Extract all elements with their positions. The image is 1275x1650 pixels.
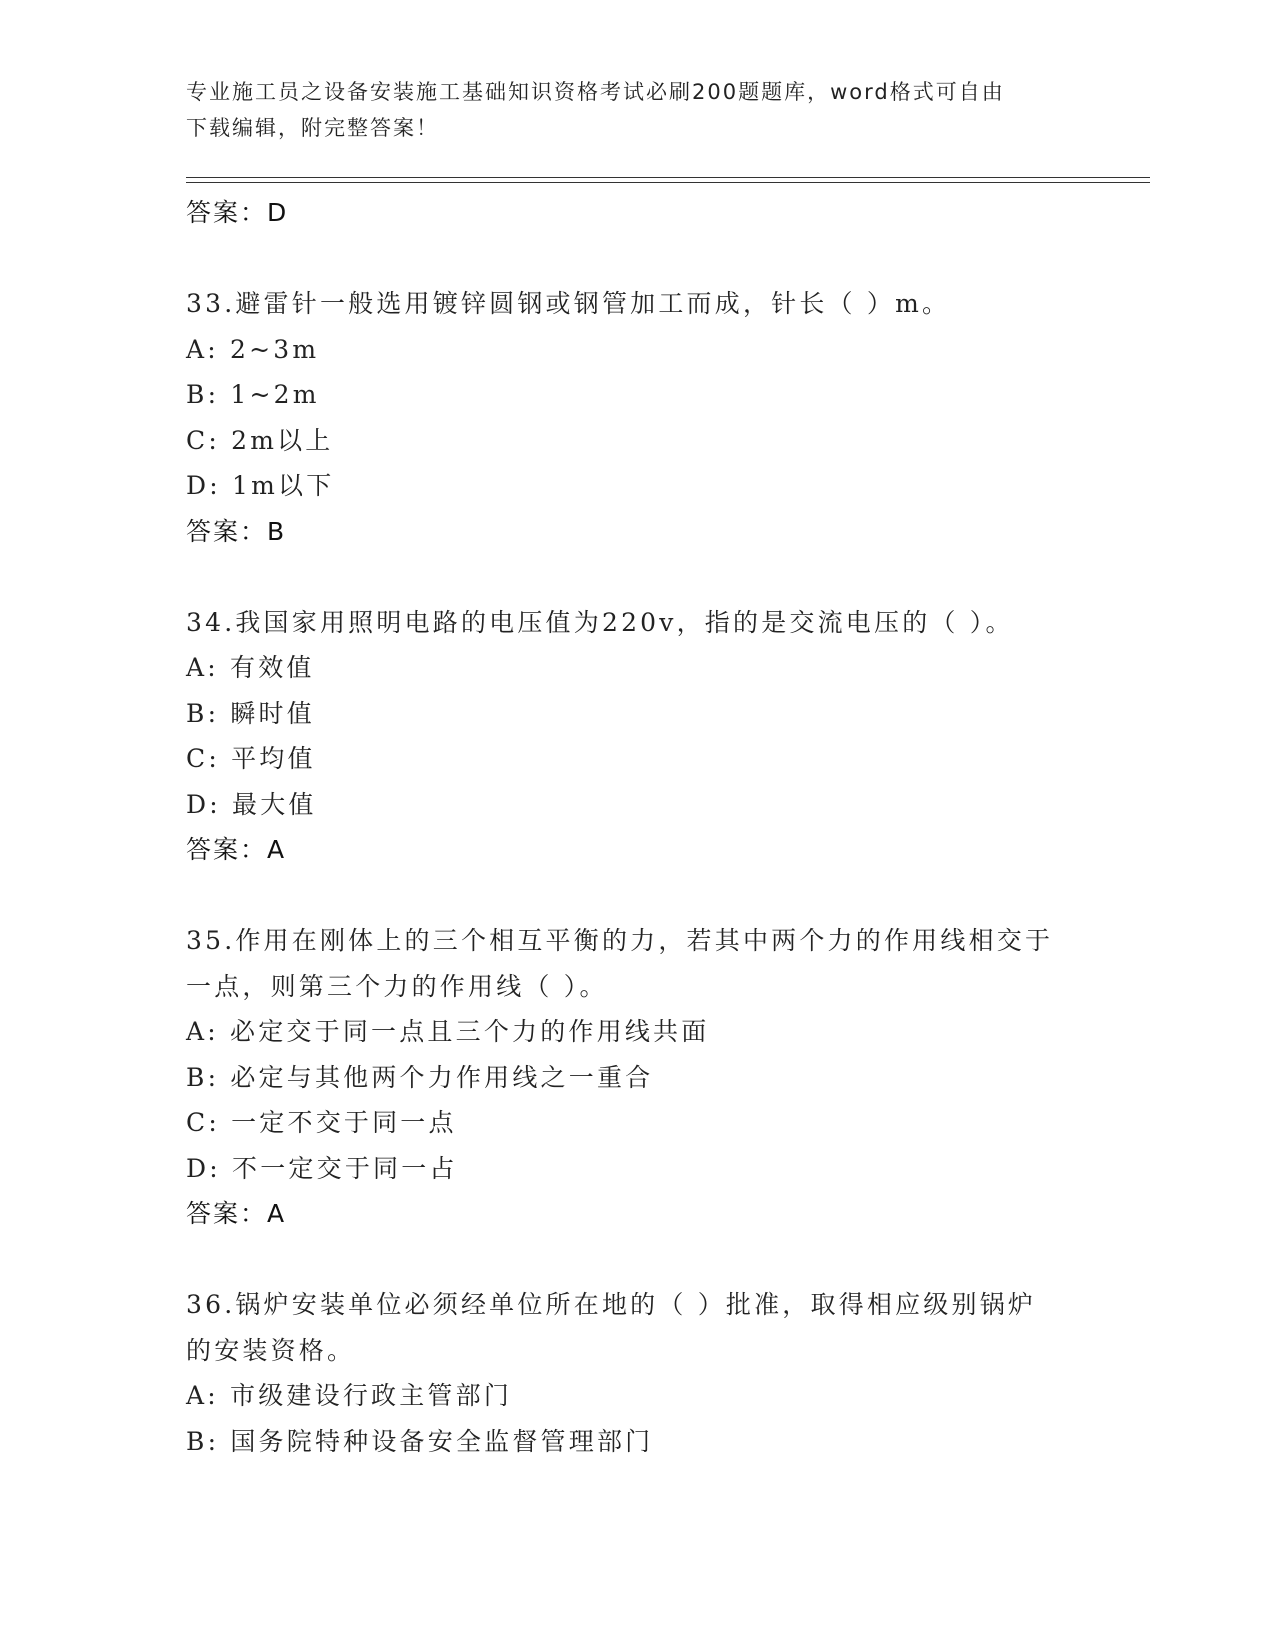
spacer bbox=[186, 554, 1086, 600]
option-b: B: 1~2m bbox=[186, 380, 320, 409]
option-a: A: 2~3m bbox=[186, 334, 320, 364]
question-stem-line: 36.锅炉安装单位必须经单位所在地的（ ）批准，取得相应级别锅炉 bbox=[186, 1290, 1037, 1319]
question-36 bbox=[186, 1282, 1086, 1464]
question-answer: 答案：A bbox=[186, 835, 287, 864]
question-stem-line: 一点，则第三个力的作用线（ ）。 bbox=[186, 971, 608, 1001]
option-d: D: 不一定交于同一占 bbox=[186, 1153, 458, 1183]
question-answer: 答案：B bbox=[186, 516, 287, 546]
question-stem-line: 35.作用在刚体上的三个相互平衡的力，若其中两个力的作用线相交于 bbox=[186, 926, 1054, 955]
option-d: D: 1m以下 bbox=[186, 471, 335, 500]
option-c: C: 2m以上 bbox=[186, 425, 334, 455]
option-a: A: 有效值 bbox=[186, 653, 315, 682]
question-stem-line: 的安装资格。 bbox=[186, 1335, 356, 1365]
option-d: D: 最大值 bbox=[186, 789, 317, 819]
header-divider-bottom bbox=[186, 182, 1150, 183]
option-c: C: 一定不交于同一点 bbox=[186, 1108, 457, 1137]
spacer bbox=[186, 1237, 1086, 1283]
document-header bbox=[186, 74, 1086, 146]
document-body bbox=[186, 190, 1086, 1464]
question-answer: 答案：A bbox=[186, 1199, 287, 1228]
option-a: A: 市级建设行政主管部门 bbox=[186, 1381, 513, 1410]
option-b: B: 必定与其他两个力作用线之一重合 bbox=[186, 1062, 654, 1092]
spacer bbox=[186, 873, 1086, 919]
previous-answer: 答案：D bbox=[186, 198, 289, 227]
option-a: A: 必定交于同一点且三个力的作用线共面 bbox=[186, 1017, 710, 1046]
question-33 bbox=[186, 281, 1086, 554]
header-line-2: 下载编辑，附完整答案！ bbox=[186, 116, 439, 140]
question-stem-line: 33.避雷针一般选用镀锌圆钢或钢管加工而成，针长（ ）m。 bbox=[186, 289, 951, 318]
question-stem-line: 34.我国家用照明电路的电压值为220v，指的是交流电压的（ ）。 bbox=[186, 607, 1014, 637]
question-35 bbox=[186, 918, 1086, 1237]
spacer bbox=[186, 236, 1086, 282]
header-line-1: 专业施工员之设备安装施工基础知识资格考试必刷200题题库，word格式可自由 bbox=[186, 80, 1005, 104]
option-b: B: 瞬时值 bbox=[186, 698, 315, 728]
question-34 bbox=[186, 600, 1086, 873]
header-divider-top bbox=[186, 177, 1150, 178]
option-b: B: 国务院特种设备安全监督管理部门 bbox=[186, 1426, 654, 1456]
option-c: C: 平均值 bbox=[186, 744, 316, 773]
